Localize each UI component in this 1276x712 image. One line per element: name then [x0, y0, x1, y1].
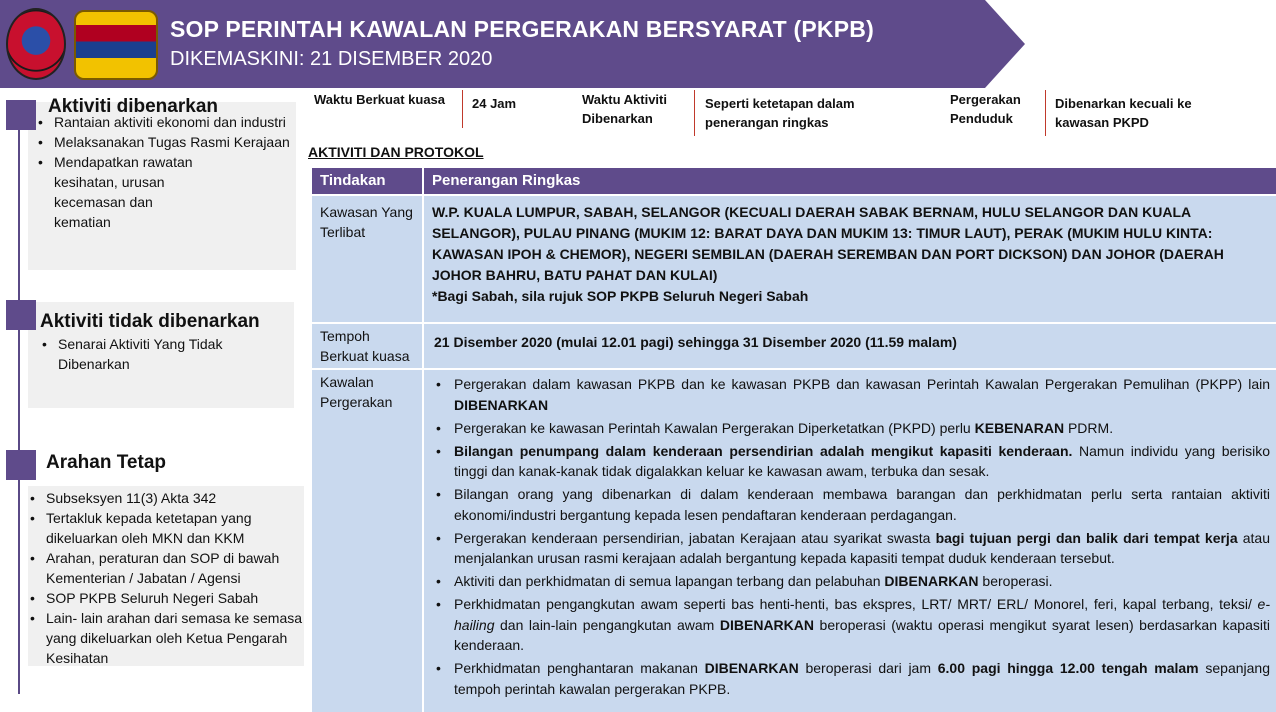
list-item: • Aktiviti dan perkhidmatan di semua lapangan terbang dan pelabuhan DIBENARKAN beroperasi.	[434, 571, 1270, 592]
waktu-label: Waktu Berkuat kuasa	[314, 92, 446, 107]
list-item: • Perkhidmatan pengangkutan awam seperti bas henti-henti, bas ekspres, LRT/ MRT/ ERL/ Monorel, feri, kapal terbang, teksi/ e-hailing dan lain-lain pengangkutan awam DIBENARKAN beroperasi (waktu operasi mengikut syarat lesen) berdasarkan kapasiti kenderaan.	[434, 594, 1270, 656]
list-item: • Perkhidmatan penghantaran makanan DIBENARKAN beroperasi dari jam 6.00 pagi hingga 12.00 tengah malam sepanjang tempoh perintah kawalan pergerakan PKPB.	[434, 658, 1270, 699]
tempoh-text: 21 Disember 2020 (mulai 12.01 pagi) sehingga 31 Disember 2020 (11.59 malam)	[434, 334, 957, 350]
standing-item: • Lain- lain arahan dari semasa ke semasa yang dikeluarkan oleh Ketua Pengarah Kesihatan	[28, 608, 304, 668]
standing-item: • SOP PKPB Seluruh Negeri Sabah	[28, 588, 304, 608]
list-item: • Bilangan penumpang dalam kenderaan persendirian adalah mengikut kapasiti kenderaan. Namun individu yang berisiko tinggi dan kanak-kanak tidak digalakkan keluar ke kawasan awam, terbuka dan sesak.	[434, 441, 1270, 482]
list-item: • Pergerakan ke kawasan Perintah Kawalan Pergerakan Diperketatkan (PKPD) perlu KEBENARAN PDRM.	[434, 418, 1270, 439]
info-divider	[462, 90, 463, 128]
section-heading: AKTIVITI DAN PROTOKOL	[308, 144, 484, 160]
allowed-item: • Rantaian aktiviti ekonomi dan industri	[36, 112, 292, 132]
row-value	[424, 196, 1276, 322]
col-header-penerangan: Penerangan Ringkas	[432, 172, 581, 189]
section-marker	[6, 300, 36, 330]
header-banner	[0, 0, 1025, 88]
table-row-tempoh	[312, 324, 1276, 368]
col-header-tindakan: Tindakan	[320, 172, 386, 189]
aktiviti-label: Waktu Aktiviti Dibenarkan	[582, 92, 667, 126]
allowed-item: • Mendapatkan rawatan kesihatan, urusan kecemasan dan kematian	[36, 152, 292, 232]
section-marker	[6, 100, 36, 130]
malaysia-crest-logo	[74, 10, 158, 80]
kawalan-list	[434, 374, 1270, 702]
waktu-value: 24 Jam	[472, 96, 517, 111]
table-header	[312, 168, 1276, 194]
table-row-kawasan	[312, 196, 1276, 322]
header-divider	[422, 168, 424, 194]
row-value	[424, 370, 1276, 712]
pergerakan-label: Pergerakan Penduduk	[950, 92, 1021, 126]
aktiviti-value: Seperti ketetapan dalam penerangan ringkas	[705, 96, 855, 130]
not-allowed-title: Aktiviti tidak dibenarkan	[40, 311, 260, 332]
page-subtitle: DIKEMASKINI: 21 DISEMBER 2020	[170, 48, 493, 70]
kawasan-areas: W.P. KUALA LUMPUR, SABAH, SELANGOR (KECUALI DAERAH SABAK BERNAM, HULU SELANGOR DAN KUALA SELANGOR), PULAU PINANG (MUKIM 12: BARAT DAYA DAN MUKIM 13: TIMUR LAUT), PERAK (MUKIM HULU KINTA: KAWASAN IPOH & CHEMOR), NEGERI SEMBILAN (DAERAH SEREMBAN DAN PORT DICKSON) DAN JOHOR (DAERAH JOHOR BAHRU, BATU PAHAT DAN KULAI)	[432, 204, 1224, 283]
pergerakan-value: Dibenarkan kecuali ke kawasan PKPD	[1055, 96, 1192, 130]
standing-item: • Tertakluk kepada ketetapan yang dikeluarkan oleh MKN dan KKM	[28, 508, 304, 548]
left-timeline-line	[18, 110, 20, 694]
row-label: Kawasan Yang Terlibat	[312, 196, 422, 322]
list-item: • Bilangan orang yang dibenarkan di dalam kenderaan membawa barangan dan perkhidmatan perlu serta rantaian aktiviti ekonomi/industri bergantung kepada lesen pendaftaran kenderaan perdagangan.	[434, 484, 1270, 525]
allowed-activities-title: Aktiviti dibenarkan	[48, 96, 218, 117]
standing-orders-panel	[28, 486, 304, 666]
standing-item: • Subseksyen 11(3) Akta 342	[28, 488, 304, 508]
page-title: SOP PERINTAH KAWALAN PERGERAKAN BERSYARAT (PKPB)	[170, 16, 874, 42]
table-row-kawalan	[312, 370, 1276, 712]
nsc-logo	[6, 8, 66, 80]
row-value	[424, 324, 1276, 368]
allowed-activities-panel	[28, 102, 296, 270]
not-allowed-item: • Senarai Aktiviti Yang Tidak Dibenarkan	[40, 334, 270, 374]
section-marker	[6, 450, 36, 480]
row-label: Kawalan Pergerakan	[312, 370, 422, 712]
row-label: Tempoh Berkuat kuasa	[312, 324, 422, 368]
kawasan-text-block	[432, 202, 1272, 307]
list-item: • Pergerakan dalam kawasan PKPB dan ke kawasan PKPB dan kawasan Perintah Kawalan Pergerakan Pemulihan (PKPP) lain DIBENARKAN	[434, 374, 1270, 415]
standing-orders-title: Arahan Tetap	[46, 452, 167, 473]
standing-item: • Arahan, peraturan dan SOP di bawah Kementerian / Jabatan / Agensi	[28, 548, 304, 588]
info-divider	[1045, 90, 1046, 136]
allowed-item: • Melaksanakan Tugas Rasmi Kerajaan	[36, 132, 292, 152]
info-divider	[694, 90, 695, 136]
kawasan-note: *Bagi Sabah, sila rujuk SOP PKPB Seluruh Negeri Sabah	[432, 288, 809, 304]
list-item: • Pergerakan kenderaan persendirian, jabatan Kerajaan atau syarikat swasta bagi tujuan pergi dan balik dari tempat kerja atau menjalankan urusan rasmi kerajaan adalah bergantung kepada kapasiti tempat duduk kenderaan tersebut.	[434, 528, 1270, 569]
